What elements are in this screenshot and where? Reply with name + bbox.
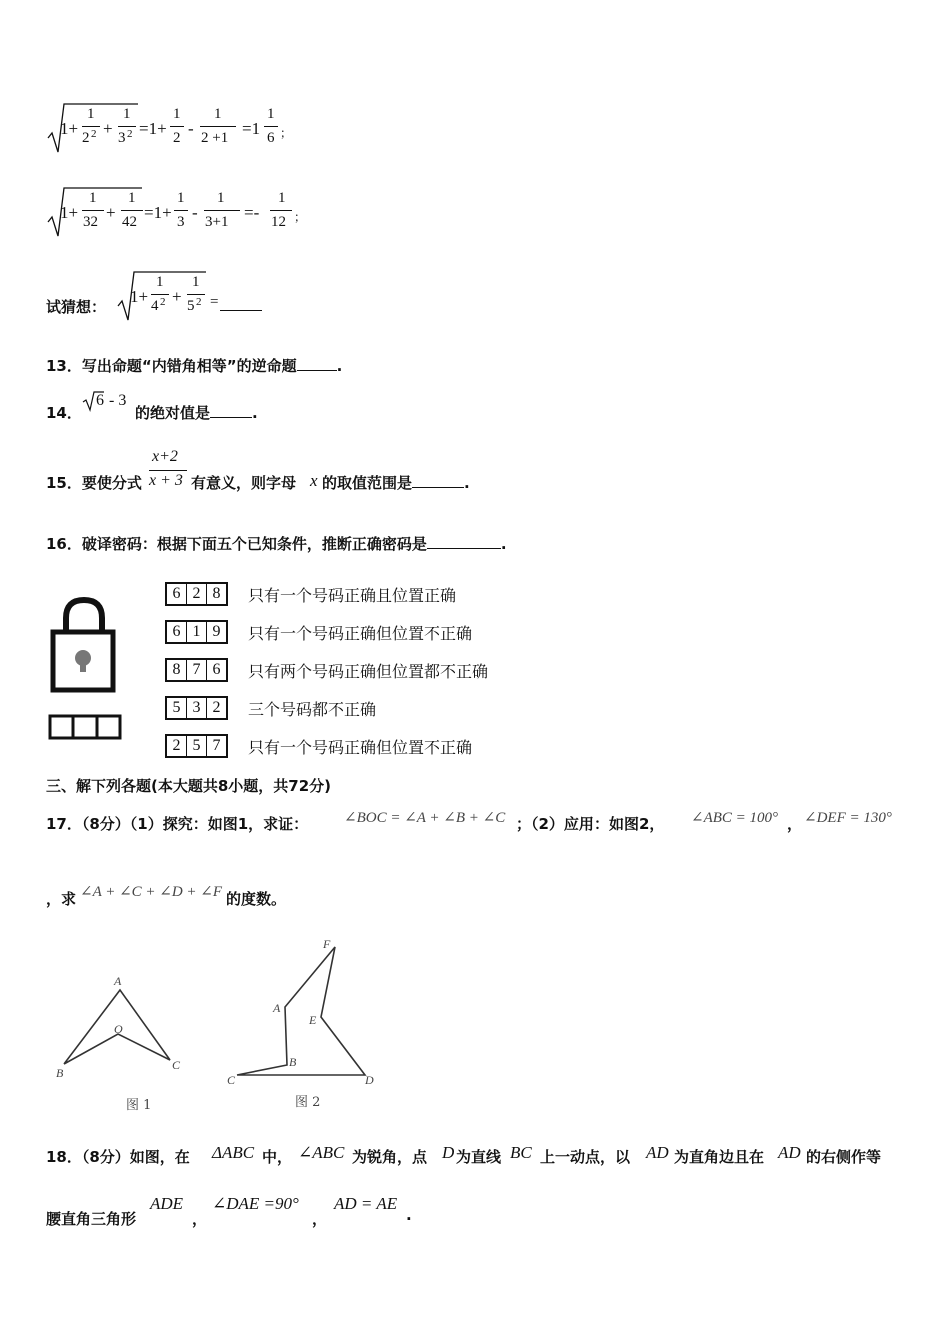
numerator: 1	[192, 274, 200, 290]
numerator: 1	[217, 190, 225, 206]
question-17-line2	[46, 882, 446, 908]
denominator: 2	[173, 130, 181, 146]
q18-comma2: ，	[312, 1210, 328, 1228]
numerator: 1	[214, 106, 222, 122]
section-3-title: 三、解下列各题(本大题共8小题，共72分)	[46, 777, 332, 795]
q15-end: .	[464, 474, 470, 492]
exponent: 2	[91, 128, 97, 140]
digit: 6	[167, 622, 187, 642]
fraction-denominator: x + 3	[149, 472, 183, 489]
label-A: A	[273, 1001, 281, 1015]
question-16	[46, 533, 507, 554]
plus: +	[172, 287, 182, 306]
q17-line2-pre: ，求	[46, 890, 77, 908]
code-clue-row	[165, 689, 488, 727]
digit: 8	[212, 585, 221, 602]
answer-blank	[220, 296, 262, 311]
q18-end: .	[406, 1206, 412, 1224]
q14-number: 14．	[46, 404, 82, 422]
term: =1+	[139, 119, 167, 138]
exponent: 2	[127, 128, 133, 140]
code-clue: 三个号码都不正确	[248, 699, 377, 719]
denominator: 6	[267, 130, 275, 146]
code-digits	[165, 620, 228, 644]
q18-t6: 为直角边且在	[674, 1148, 765, 1166]
q14-text-label: 的绝对值是	[135, 404, 211, 422]
formula-2	[46, 184, 316, 240]
q18-l2-1: 腰直角三角形	[46, 1210, 137, 1228]
q15-text1: 15．要使分式	[46, 474, 142, 492]
term: =1+	[144, 203, 172, 222]
code-digits	[165, 582, 228, 606]
code-clue-row	[165, 613, 488, 651]
figure-1-caption: 图 1	[126, 1098, 152, 1113]
plus: +	[103, 119, 113, 138]
q18-point-d: D	[442, 1143, 455, 1162]
exponent: 2	[160, 296, 166, 308]
exponent: 2	[196, 296, 202, 308]
q18-t5: 上一动点，以	[540, 1148, 631, 1166]
q18-comma1: ，	[192, 1210, 208, 1228]
code-clue-row	[165, 727, 488, 765]
code-clue-row	[165, 651, 488, 689]
plus: +	[106, 203, 116, 222]
digit: 2	[187, 584, 207, 604]
denominator: 12	[271, 214, 286, 230]
q13-end: .	[336, 357, 343, 375]
equals: =	[210, 294, 219, 310]
q15-text2: 有意义，则字母	[191, 474, 297, 492]
label-F: F	[323, 937, 331, 951]
q18-ade: ADE	[150, 1194, 184, 1213]
question-14	[46, 390, 306, 426]
var-x: x	[310, 471, 318, 490]
figure-1	[52, 972, 197, 1117]
q18-t1: 18．（8分）如图，在	[46, 1148, 190, 1166]
fraction-numerator: x+2	[152, 448, 178, 465]
q18-t7: 的右侧作等	[806, 1148, 882, 1166]
denominator: 3	[177, 214, 185, 230]
numerator: 1	[89, 190, 97, 206]
q13-text: 13．写出命题“内错角相等”的逆命题	[46, 357, 297, 375]
numerator: 1	[87, 106, 95, 122]
question-17-line1	[46, 808, 906, 834]
digit: 8	[167, 660, 187, 680]
code-digits	[165, 658, 228, 682]
padlock-icon	[46, 596, 126, 746]
numerator: 1	[173, 106, 181, 122]
label-A: A	[114, 974, 122, 988]
q18-t3: 为锐角，点	[352, 1148, 428, 1166]
q17-formula1: ∠BOC = ∠A + ∠B + ∠C	[344, 810, 506, 826]
label-D: D	[365, 1073, 374, 1087]
minus-3: - 3	[109, 392, 127, 409]
denominator: 3	[118, 130, 126, 146]
numerator: 1	[177, 190, 185, 206]
denominator: 4	[151, 298, 159, 314]
q18-t4: 为直线	[456, 1148, 502, 1166]
q18-t2: 中，	[262, 1148, 293, 1166]
equals: =1	[242, 119, 261, 138]
digit: 2	[167, 736, 187, 756]
code-clue: 只有一个号码正确但位置不正确	[248, 623, 473, 643]
semicolon: ；	[294, 210, 307, 224]
digit: 9	[212, 623, 221, 640]
q15-tail	[322, 472, 470, 493]
figure-2-caption: 图 2	[295, 1095, 321, 1110]
q17-part1: 17．（8分）（1）探究：如图1，求证：	[46, 815, 309, 833]
label-C: C	[172, 1058, 181, 1072]
q16-text: 16．破译密码：根据下面五个已知条件，推断正确密码是	[46, 535, 427, 553]
conjecture-label: 试猜想：	[46, 298, 107, 316]
question-15	[46, 446, 506, 498]
label-C: C	[227, 1073, 236, 1087]
sqrt-arg: 6	[96, 392, 104, 409]
answer-blank	[297, 356, 337, 371]
digit: 7	[212, 737, 221, 754]
q17-sep: ；（2）应用：如图2，	[516, 815, 665, 833]
label-O: O	[114, 1022, 123, 1036]
q14-end: .	[252, 404, 258, 422]
digit: 7	[187, 660, 207, 680]
code-clue-list	[165, 575, 488, 765]
answer-blank	[427, 534, 501, 549]
q15-text3: 的取值范围是	[322, 474, 413, 492]
label-E: E	[309, 1013, 317, 1027]
q18-triangle: ΔABC	[212, 1143, 255, 1162]
figure-2-diagram	[225, 935, 385, 1085]
digit: 5	[167, 698, 187, 718]
denominator: 5	[187, 298, 195, 314]
q18-angle: ∠ABC	[298, 1143, 345, 1162]
code-clue-row	[165, 575, 488, 613]
q18-ad1: AD	[646, 1143, 669, 1162]
q17-formula2: ∠ABC = 100°	[691, 810, 779, 826]
numerator: 1	[156, 274, 164, 290]
numerator: 1	[267, 106, 275, 122]
code-clue: 只有两个号码正确但位置都不正确	[248, 661, 489, 681]
minus: -	[192, 203, 198, 222]
q18-ad2: AD	[778, 1143, 801, 1162]
denominator: 2	[82, 130, 90, 146]
q17-formula3: ∠DEF = 130°	[804, 810, 892, 826]
q14-text	[135, 402, 258, 423]
label-B: B	[56, 1066, 64, 1080]
answer-blank	[210, 403, 252, 418]
semicolon: ；	[280, 126, 293, 140]
equals: =-	[244, 203, 260, 222]
digit: 6	[167, 584, 187, 604]
q17-comma: ，	[787, 815, 803, 833]
answer-blank	[412, 473, 464, 488]
digit: 2	[212, 699, 221, 716]
denominator: 32	[83, 214, 98, 230]
q16-end: .	[500, 535, 507, 553]
q17-formula4: ∠A + ∠C + ∠D + ∠F	[80, 884, 223, 900]
numerator: 1	[123, 106, 131, 122]
code-clue: 只有一个号码正确但位置不正确	[248, 737, 473, 757]
q17-line2-post: 的度数。	[226, 890, 287, 908]
denominator: 42	[122, 214, 137, 230]
digit: 6	[212, 661, 221, 678]
figure-2	[225, 935, 385, 1115]
question-18-line1	[46, 1142, 916, 1168]
code-clue: 只有一个号码正确且位置正确	[248, 585, 457, 605]
term: 1+	[130, 287, 149, 306]
digit: 3	[187, 698, 207, 718]
term: 1+	[60, 119, 79, 138]
label-B: B	[289, 1055, 297, 1069]
denominator: 3+1	[205, 214, 229, 230]
formula-3	[46, 268, 286, 324]
code-digits	[165, 734, 228, 758]
question-13	[46, 355, 342, 376]
question-18-line2	[46, 1190, 466, 1228]
q18-dae: ∠DAE =90°	[212, 1194, 299, 1213]
code-digits	[165, 696, 228, 720]
term: 1+	[60, 203, 79, 222]
numerator: 1	[128, 190, 136, 206]
formula-1	[46, 100, 306, 156]
digit: 5	[187, 736, 207, 756]
numerator: 1	[278, 190, 286, 206]
digit: 1	[187, 622, 207, 642]
q18-bc: BC	[510, 1143, 532, 1162]
denominator: 2 +1	[201, 130, 229, 146]
minus: -	[188, 119, 194, 138]
q18-eqs: AD = AE	[334, 1194, 398, 1213]
